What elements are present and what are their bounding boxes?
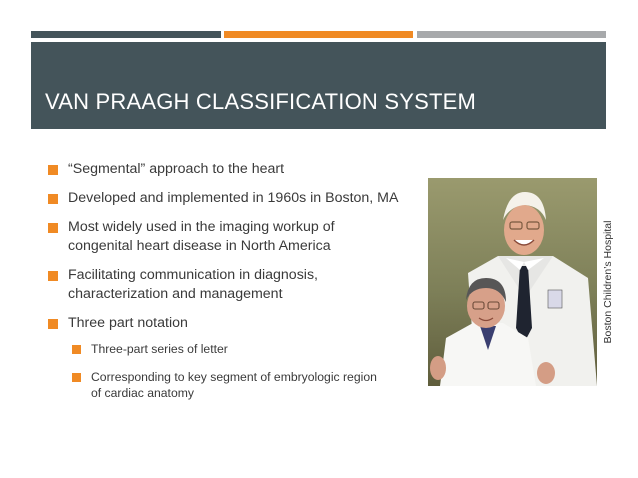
bullet-text-line: Facilitating communication in diagnosis,: [68, 267, 318, 283]
portrait-illustration: [428, 178, 597, 386]
bullet-text-line: Most widely used in the imaging workup of: [68, 219, 335, 235]
sub-bullet-item: [72, 341, 418, 357]
bullet-square-icon: [48, 271, 58, 281]
bullet-text: Three part notation: [68, 315, 188, 331]
slide-title: VAN PRAAGH CLASSIFICATION SYSTEM: [45, 89, 476, 114]
sub-bullet-item: [72, 369, 418, 401]
bullet-square-icon: [48, 319, 58, 329]
bullet-item: [48, 160, 418, 179]
sub-bullet-text: Three-part series of letter: [91, 342, 228, 356]
portrait-photo: [428, 178, 597, 386]
decorative-bar-gray: [417, 31, 606, 38]
bullet-square-icon: [72, 373, 81, 382]
decorative-bar-orange: [224, 31, 413, 38]
title-band: [31, 42, 606, 129]
bullet-square-icon: [72, 345, 81, 354]
photo-credit-wrapper: [600, 178, 616, 386]
bullet-text: Developed and implemented in 1960s in Boston, MA: [68, 190, 399, 206]
bullet-text-line: congenital heart disease in North America: [68, 238, 331, 254]
photo-credit: Boston Children’s Hospital: [602, 220, 614, 344]
decorative-bar-dark: [31, 31, 221, 38]
sub-bullet-text-line: Corresponding to key segment of embryologic region: [91, 370, 377, 384]
bullet-item: [48, 314, 418, 333]
bullet-square-icon: [48, 165, 58, 175]
bullet-item: [48, 266, 418, 304]
bullet-list: [48, 160, 418, 411]
bullet-item: [48, 189, 418, 208]
bullet-item: [48, 218, 418, 256]
bullet-square-icon: [48, 194, 58, 204]
sub-bullet-text-line: of cardiac anatomy: [91, 386, 194, 400]
bullet-text: “Segmental” approach to the heart: [68, 161, 285, 177]
bullet-square-icon: [48, 223, 58, 233]
bullet-text-line: characterization and management: [68, 286, 283, 302]
